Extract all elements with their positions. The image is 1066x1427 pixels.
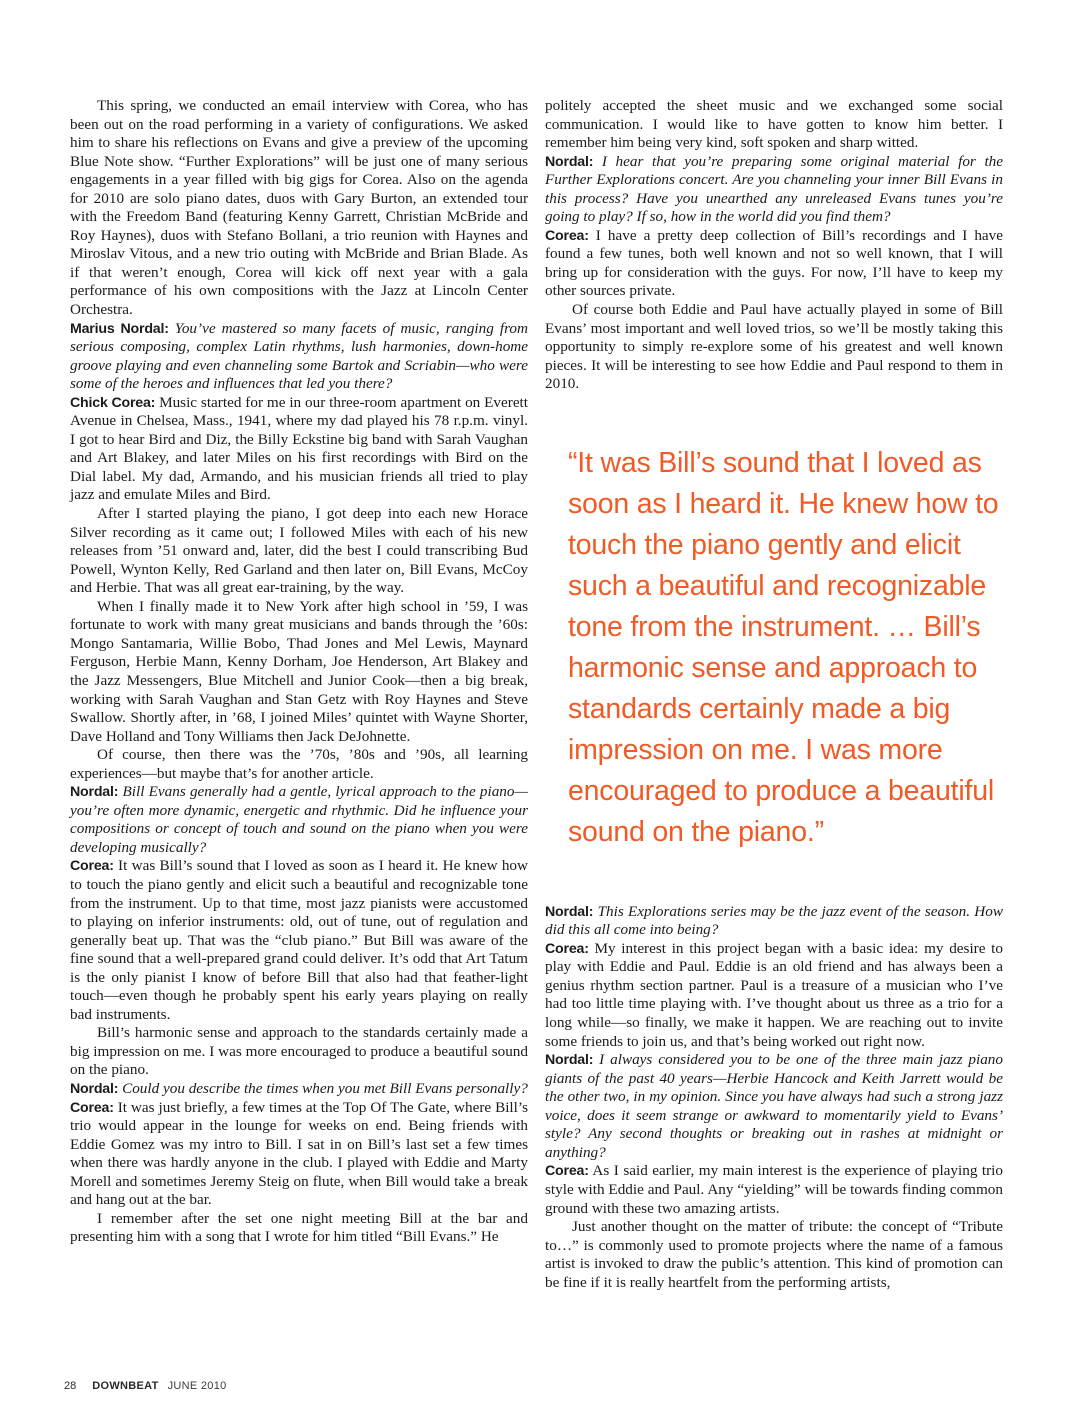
answer-block xyxy=(70,857,528,1024)
body-paragraph: This spring, we conducted an email interview with Corea, who has been out on the road performing in a variety of configurations. We asked him to share his reflections on Evans and give a preview of the upcoming Blue Note show. “Further Explorations” will be just one of many serious engagements in a year filled with big gigs for Corea. Also on the agenda for 2010 are solo piano dates, duos with Gary Burton, an extended tour with the Freedom Band (featuring Kenny Garrett, Christian McBride and Roy Haynes), duos with Stefano Bollani, a trio reunion with Haynes and Miroslav Vitous, and a new trio outing with McBride and Brian Blade. As if that weren’t enough, Corea will kick off next year with a gala performance of his own compositions with the Jazz at Lincoln Center Orchestra. xyxy=(70,97,528,319)
left-column xyxy=(70,97,528,1247)
speaker-label: Corea: xyxy=(545,1163,589,1180)
answer-block xyxy=(70,1099,528,1210)
speaker-label: Corea: xyxy=(545,940,589,957)
question-text: I always considered you to be one of the three main jazz piano giants of the past 40 years—Herbie Hancock and Keith Jarrett would be the other two, in my opinion. Since you have always had such a strong jazz voice, does it seem strange or awkward to momentarily yield to Evans’ style? Any second thoughts or breaking out in rashes at midnight or anything? xyxy=(545,1051,1003,1161)
answer-text: I have a pretty deep collection of Bill’s recordings and I have found a few tunes, both well known and not so well known, that I will bring up for consideration with the guys. For now, I’ll have to keep my other sources private. xyxy=(545,226,1003,300)
question-text: Could you describe the times when you met Bill Evans personally? xyxy=(118,1079,528,1097)
answer-text: It was just briefly, a few times at the Top Of The Gate, where Bill’s trio would appear in the lounge for weeks on end. Being friends with Eddie Gomez was my intro to Bill. I sat in on Bill’s last set a few times when there was hardly anyone in the club. I played with Eddie and Marty Morell and sometimes Jeremy Steig on flute, when Bill would take a break and hang out at the bar. xyxy=(70,1098,528,1209)
answer-block xyxy=(545,1162,1003,1218)
answer-text: My interest in this project began with a basic idea: my desire to play with Eddie and Paul. Eddie is an old friend and has always been a genius rhythm section partner. Paul is a treasure of a musician who I’ve had too little time playing with. I’ve thought about us three as a trio for a long while—so finally, we make it happen. We are reaching out to invite some friends to join us, and that’s being worked out right now. xyxy=(545,939,1003,1050)
speaker-label: Corea: xyxy=(70,1099,114,1116)
answer-text: As I said earlier, my main interest is the experience of playing trio style with Eddie and Paul. Any “yielding” will be towards finding common ground with these two amazing artists. xyxy=(545,1162,1003,1217)
speaker-label: Nordal: xyxy=(545,903,594,920)
question-text: You’ve mastered so many facets of music, ranging from serious composing, complex Latin rhythms, lush harmonies, down-home groove playing and even channeling some Bartok and Scriabin—who were some of the heroes and influences that led you there? xyxy=(70,319,528,393)
page-number: 28 xyxy=(64,1380,77,1392)
body-paragraph: After I started playing the piano, I got deep into each new Horace Silver recording as it came out; I followed Miles with each of his new releases from ’51 onward and, later, did the best I could transcribing Bud Powell, Wynton Kelly, Red Garland and then later on, Bill Evans, McCoy and Herbie. That was all great ear-training, by the way. xyxy=(70,505,528,597)
question-text: Bill Evans generally had a gentle, lyrical approach to the piano—you’re often more dynamic, energetic and rhythmic. Did he influence your compositions or concept of touch and sound on the piano when you were developing musically? xyxy=(70,783,528,856)
right-column xyxy=(545,97,1003,1292)
speaker-label: Marius Nordal: xyxy=(70,320,169,337)
body-paragraph: Of course, then there was the ’70s, ’80s and ’90s, all learning experiences—but maybe that’s for another article. xyxy=(70,746,528,782)
body-paragraph: Bill’s harmonic sense and approach to the standards certainly made a big impression on me. I was more encouraged to produce a beautiful sound on the piano. xyxy=(70,1024,528,1079)
question-text: This Explorations series may be the jazz event of the season. How did this all come into being? xyxy=(545,902,1003,939)
body-paragraph: Just another thought on the matter of tribute: the concept of “Tribute to…” is commonly used to promote projects where the name of a famous artist is invoked to draw the public’s attention. This kind of promotion can be fine if it is really heartfelt from the performing artists, xyxy=(545,1218,1003,1291)
body-paragraph: When I finally made it to New York after high school in ’59, I was fortunate to work with many great musicians and bands through the ’60s: Mongo Santamaria, Willie Bobo, Thad Jones and Mel Lewis, Maynard Ferguson, Herbie Mann, Kenny Dorham, Joe Henderson, Art Blakey and the Jazz Messengers, Blue Mitchell and Junior Cook—then a big break, working with Sarah Vaughan and Stan Getz with Roy Haynes and Steve Swallow. Shortly after, in ’68, I joined Miles’ quintet with Wayne Shorter, Dave Holland and Tony Williams then Jack DeJohnette. xyxy=(70,597,528,745)
speaker-label: Corea: xyxy=(545,227,589,244)
question-block xyxy=(70,320,528,394)
question-block xyxy=(545,1051,1003,1162)
speaker-label: Nordal: xyxy=(70,784,119,801)
speaker-label: Nordal: xyxy=(70,1080,119,1097)
speaker-label: Corea: xyxy=(70,858,114,875)
body-paragraph: Of course both Eddie and Paul have actually played in some of Bill Evans’ most important and well loved trios, so we’ll be mostly taking this opportunity to simply re-explore some of his greatest and well known pieces. It will be interesting to see how Eddie and Paul respond to them in 2010. xyxy=(545,301,1003,393)
speaker-label: Nordal: xyxy=(545,153,594,170)
question-block xyxy=(545,903,1003,940)
question-block xyxy=(70,783,528,857)
speaker-label: Nordal: xyxy=(545,1052,594,1069)
answer-text: Music started for me in our three-room apartment on Everett Avenue in Chelsea, Mass., 1941, where my dad played his 78 r.p.m. vinyl. I got to hear Bird and Diz, the Billy Eckstine big band with Sarah Vaughan and Art Blakey, and later Miles on his first recordings with Bird on the Dial label. My dad, Armando, and his musician friends all tried to play jazz and emulate Miles and Bird. xyxy=(70,393,528,504)
speaker-label: Chick Corea: xyxy=(70,394,156,411)
answer-block xyxy=(545,227,1003,301)
page-footer xyxy=(64,1380,227,1392)
answer-block xyxy=(545,940,1003,1051)
answer-text: It was Bill’s sound that I loved as soon as I heard it. He knew how to touch the piano gently and elicit such a beautiful and recognizable tone from the instrument. Up to that time, most jazz pianists were accustomed to playing on inferior instruments: old, out of tune, out of regulation and generally beat up. That was the “club piano.” But Bill was aware of the fine sound that a well-prepared grand could deliver. It’s odd that Art Tatum is the only pianist I know of before Bill that also had that feather-light touch—even though he probably spent his early years playing on really bad instruments. xyxy=(70,857,528,1023)
question-block xyxy=(70,1080,528,1099)
issue-date: JUNE 2010 xyxy=(167,1380,227,1392)
answer-block xyxy=(70,394,528,505)
question-text: I hear that you’re preparing some original material for the Further Explorations concert. Are you channeling your inner Bill Evans in this process? Have you unearthed any unreleased Evans tunes you’re going to play? If so, how in the world did you find them? xyxy=(545,152,1003,226)
body-paragraph: I remember after the set one night meeting Bill at the bar and presenting him with a song that I wrote for him titled “Bill Evans.” He xyxy=(70,1209,528,1246)
pull-quote: “It was Bill’s sound that I loved as soon as I heard it. He knew how to touch the piano gently and elicit such a beautiful and recognizable tone from the instrument. … Bill’s harmonic sense and approach to standards certainly made a big impression on me. I was more encouraged to produce a beautiful sound on the piano.” xyxy=(568,446,999,848)
question-block xyxy=(545,153,1003,227)
magazine-name: DOWNBEAT xyxy=(92,1380,159,1392)
body-paragraph: politely accepted the sheet music and we exchanged some social communication. I would like to have gotten to know him better. I remember him being very kind, soft spoken and sharp witted. xyxy=(545,97,1003,152)
